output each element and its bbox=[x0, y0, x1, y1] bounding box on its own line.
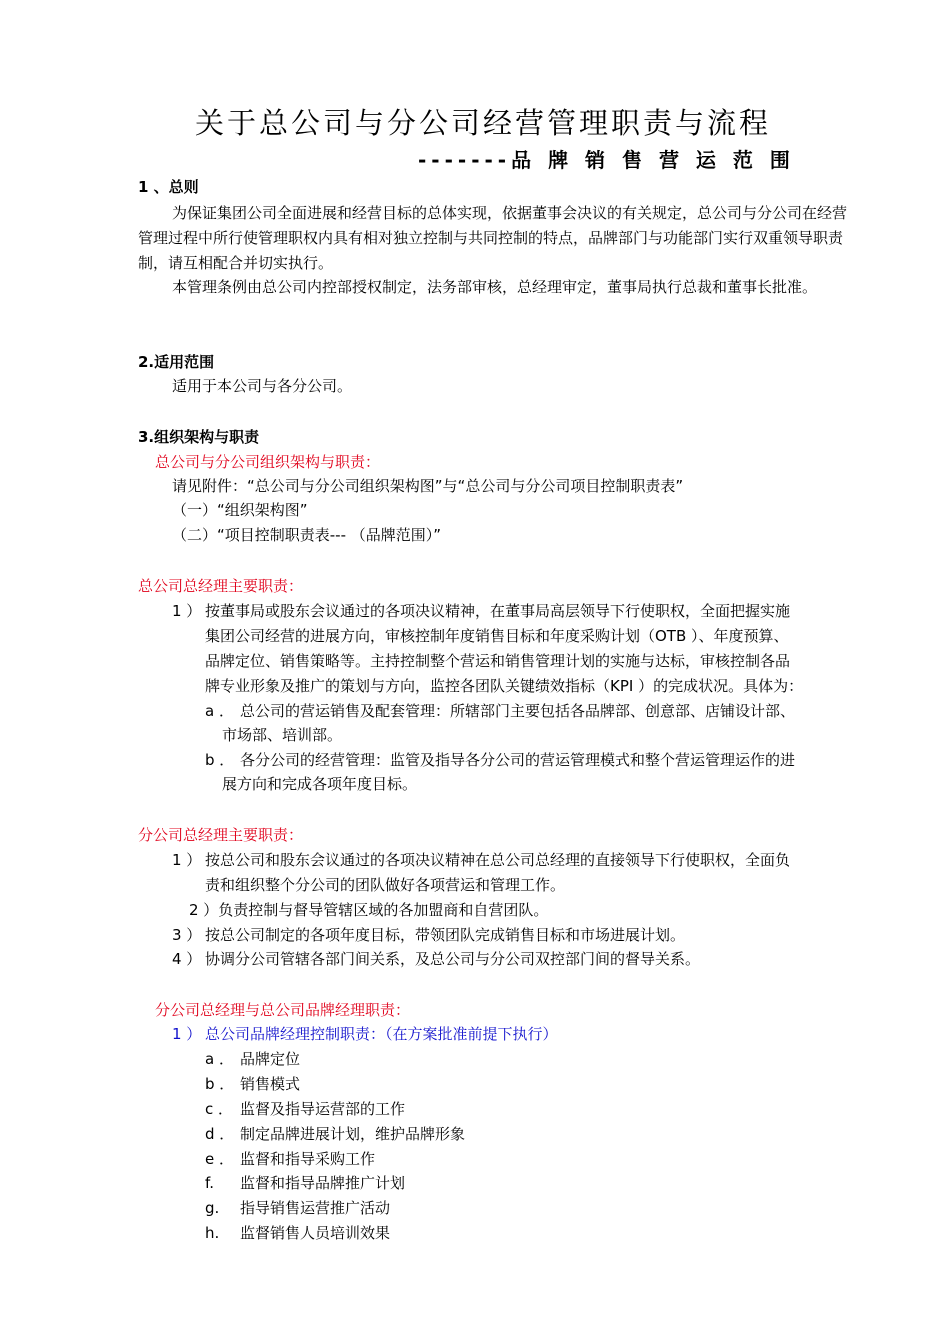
brand-item-d: 制定品牌进展计划，维护品牌形象 bbox=[240, 1125, 466, 1143]
branch-gm-item-1-line-1: 按总公司和股东会议通过的各项决议精神在总公司总经理的直接领导下行使职权，全面负 bbox=[205, 851, 791, 869]
branch-gm-item-4: 协调分公司管辖各部门间关系，及总公司与分公司双控部门间的督导关系。 bbox=[205, 950, 701, 968]
brand-item-c: 监督及指导运营部的工作 bbox=[240, 1100, 406, 1118]
brand-item-b: 销售模式 bbox=[240, 1075, 301, 1093]
section-2-heading: 2.适用范围 bbox=[138, 353, 215, 371]
brand-item-a-number: a ． bbox=[205, 1050, 234, 1068]
brand-item-a: 品牌定位 bbox=[240, 1050, 301, 1068]
brand-item-h: 监督销售人员培训效果 bbox=[240, 1224, 391, 1242]
branch-gm-item-1-line-2: 责和组织整个分公司的团队做好各项营运和管理工作。 bbox=[205, 876, 566, 894]
branch-gm-item-4-number: 4 ） bbox=[172, 950, 202, 968]
brand-item-e-number: e ． bbox=[205, 1150, 234, 1168]
hq-gm-item-1-line-3: 品牌定位、销售策略等。主持控制整个营运和销售管理计划的实施与达标，审核控制各品 bbox=[205, 652, 791, 670]
brand-sub-heading: 总公司品牌经理控制职责：（在方案批准前提下执行） bbox=[205, 1025, 558, 1043]
section-3-line-2: （一）“组织架构图” bbox=[172, 501, 308, 519]
branch-gm-item-2: 2 ）负责控制与督导管辖区域的各加盟商和自营团队。 bbox=[189, 901, 549, 919]
branch-gm-heading: 分公司总经理主要职责： bbox=[138, 826, 304, 844]
brand-duties-heading: 分公司总经理与总公司品牌经理职责： bbox=[155, 1001, 411, 1019]
section-3-heading: 3.组织架构与职责 bbox=[138, 428, 260, 446]
section-3-red-heading: 总公司与分公司组织架构与职责： bbox=[155, 453, 381, 471]
brand-item-e: 监督和指导采购工作 bbox=[240, 1150, 376, 1168]
brand-item-b-number: b ． bbox=[205, 1075, 235, 1093]
hq-gm-heading: 总公司总经理主要职责： bbox=[138, 577, 304, 595]
brand-item-d-number: d ． bbox=[205, 1125, 235, 1143]
hq-gm-item-1-line-4: 牌专业形象及推广的策划与方向，监控各团队关键绩效指标（KPI ）的完成状况。具体为： bbox=[205, 677, 804, 695]
document-title: 关于总公司与分公司经营管理职责与流程 bbox=[195, 106, 772, 140]
brand-item-g-number: g. bbox=[205, 1199, 220, 1217]
document-subtitle: -------品 牌 销 售 营 运 范 围 bbox=[418, 148, 795, 172]
section-2-text: 适用于本公司与各分公司。 bbox=[172, 377, 353, 395]
hq-gm-sub-b-line-2: 展方向和完成各项年度目标。 bbox=[222, 775, 418, 793]
branch-gm-item-3: 按总公司制定的各项年度目标，带领团队完成销售目标和市场进展计划。 bbox=[205, 926, 686, 944]
hq-gm-sub-a-number: a ． bbox=[205, 702, 234, 720]
hq-gm-sub-b-number: b ． bbox=[205, 751, 235, 769]
section-3-line-3: （二）“项目控制职责表--- （品牌范围）” bbox=[172, 526, 442, 544]
brand-item-g: 指导销售运营推广活动 bbox=[240, 1199, 391, 1217]
hq-gm-item-1-line-1: 按董事局或股东会议通过的各项决议精神，在董事局高层领导下行使职权，全面把握实施 bbox=[205, 602, 791, 620]
hq-gm-sub-b-line-1: 各分公司的经营管理：监管及指导各分公司的营运管理模式和整个营运管理运作的进 bbox=[240, 751, 796, 769]
branch-gm-item-1-number: 1 ） bbox=[172, 851, 202, 869]
hq-gm-item-1-line-2: 集团公司经营的进展方向，审核控制年度销售目标和年度采购计划（OTB ）、年度预算、 bbox=[205, 627, 789, 645]
branch-gm-item-3-number: 3 ） bbox=[172, 926, 202, 944]
brand-item-f-number: f. bbox=[205, 1174, 214, 1192]
brand-item-c-number: c ． bbox=[205, 1100, 234, 1118]
section-3-line-1: 请见附件：“总公司与分公司组织架构图”与“总公司与分公司项目控制职责表” bbox=[172, 477, 684, 495]
brand-item-f: 监督和指导品牌推广计划 bbox=[240, 1174, 406, 1192]
hq-gm-sub-a-line-1: 总公司的营运销售及配套管理：所辖部门主要包括各品牌部、创意部、店铺设计部、 bbox=[240, 702, 796, 720]
brand-item-h-number: h. bbox=[205, 1224, 220, 1242]
section-1-paragraph-2: 本管理条例由总公司内控部授权制定，法务部审核，总经理审定，董事局执行总裁和董事长批准。 bbox=[172, 278, 818, 296]
hq-gm-item-1-number: 1 ） bbox=[172, 602, 202, 620]
brand-sub-number: 1 ） bbox=[172, 1025, 202, 1043]
hq-gm-sub-a-line-2: 市场部、培训部。 bbox=[222, 726, 343, 744]
section-1-paragraph-1: 为保证集团公司全面进展和经营目标的总体实现，依据董事会决议的有关规定，总公司与分公司在经营管理过程中所行使管理职权内具有相对独立控制与共同控制的特点，品牌部门与功能部门实行双重领导职责制，请互相配合并切实执行。 bbox=[138, 204, 848, 272]
section-1-heading: 1 、总则 bbox=[138, 178, 199, 196]
